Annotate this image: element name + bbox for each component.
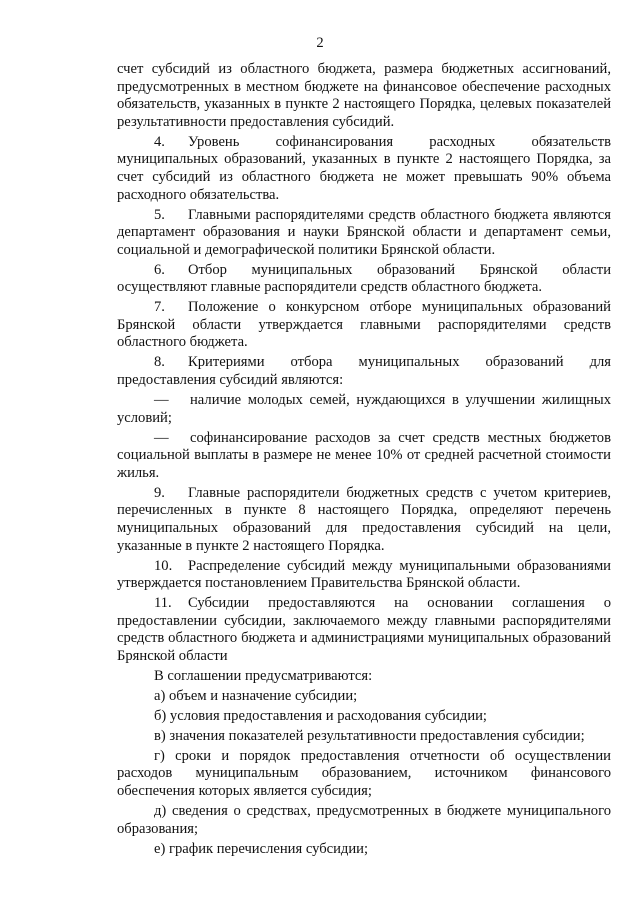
dash-mark: — — [154, 429, 169, 446]
paragraph-item-11 — [117, 595, 611, 665]
item-text: Распределение субсидий между муниципальными образованиями утверждается постановлением Правительства Брянской области. — [117, 557, 611, 592]
item-text: Субсидии предоставляются на основании соглашения о предоставлении субсидии, заключаемого между главными распорядителями средств областного бюджета и администрациями муниципальных образований Брянской области — [117, 595, 611, 664]
item-number: 6. — [154, 261, 165, 278]
agreement-item: в) значения показателей результативности предоставления субсидии; — [154, 727, 585, 744]
item-number: 8. — [154, 354, 165, 371]
item-text: Критериями отбора муниципальных образований для предоставления субсидий являются: — [117, 354, 611, 389]
paragraph-item-8 — [117, 354, 611, 389]
paragraph-item-10 — [117, 558, 611, 593]
paragraph-intro: счет субсидий из областного бюджета, размера бюджетных ассигнований, предусмотренных в местном бюджете на финансовое обеспечение расходных обязательств, указанных в пункте 2 настоящего Порядка, целевых показателей результативности предоставления субсидий. — [117, 61, 611, 130]
paragraph-item-4 — [117, 134, 611, 204]
agreement-item: а) объем и назначение субсидии; — [154, 687, 358, 704]
dash-item-text: наличие молодых семей, нуждающихся в улучшении жилищных условий; — [117, 392, 611, 426]
item-number: 11. — [154, 595, 172, 612]
criteria-dash-item — [117, 430, 611, 483]
item-number: 5. — [154, 206, 165, 223]
item-number: 9. — [154, 484, 165, 501]
agreement-item: е) график перечисления субсидии; — [154, 840, 369, 857]
dash-mark: — — [154, 392, 169, 409]
agreement-item: г) сроки и порядок предоставления отчетности об осуществлении расходов муниципальным образованием, источником финансового обеспечения которых является субсидия; — [117, 747, 611, 800]
dash-item-text: софинансирование расходов за счет средств местных бюджетов социальной выплаты в размере не менее 10% от средней расчетной стоимости жилья. — [117, 429, 611, 481]
item-number: 10. — [154, 557, 173, 574]
paragraph-item-7 — [117, 299, 611, 352]
item-text: Отбор муниципальных образований Брянской области осуществляют главные распорядители средств областного бюджета. — [117, 261, 611, 296]
item-text: Главные распорядители бюджетных средств с учетом критериев, перечисленных в пункте 8 настоящего Порядка, определяют перечень муниципальных образований для предоставления субсидий на цели, указанные в пункте 2 настоящего Порядка. — [117, 484, 611, 554]
paragraph-item-5 — [117, 207, 611, 260]
item-number: 7. — [154, 299, 165, 316]
document-body — [117, 61, 611, 861]
criteria-dash-item — [117, 392, 611, 427]
item-number: 4. — [154, 133, 165, 150]
paragraph-item-6 — [117, 262, 611, 297]
agreement-item: б) условия предоставления и расходования субсидии; — [154, 707, 487, 724]
item-text: Главными распорядителями средств областного бюджета являются департамент образования и науки Брянской области и департамент семьи, социальной и демографической политики Брянской области. — [117, 206, 611, 258]
item-text: Уровень софинансирования расходных обязательств муниципальных образований, указанных в пункте 2 настоящего Порядка, за счет субсидий из областного бюджета не может превышать 90% объема расходного обязательства. — [117, 133, 611, 203]
item-text: Положение о конкурсном отборе муниципальных образований Брянской области утверждается главными распорядителями средств областного бюджета. — [117, 299, 611, 351]
agreement-item: д) сведения о средствах, предусмотренных в бюджете муниципального образования; — [117, 803, 611, 837]
paragraph-item-9 — [117, 485, 611, 555]
agreement-intro: В соглашении предусматриваются: — [154, 667, 373, 684]
page-number: 2 — [316, 35, 324, 51]
